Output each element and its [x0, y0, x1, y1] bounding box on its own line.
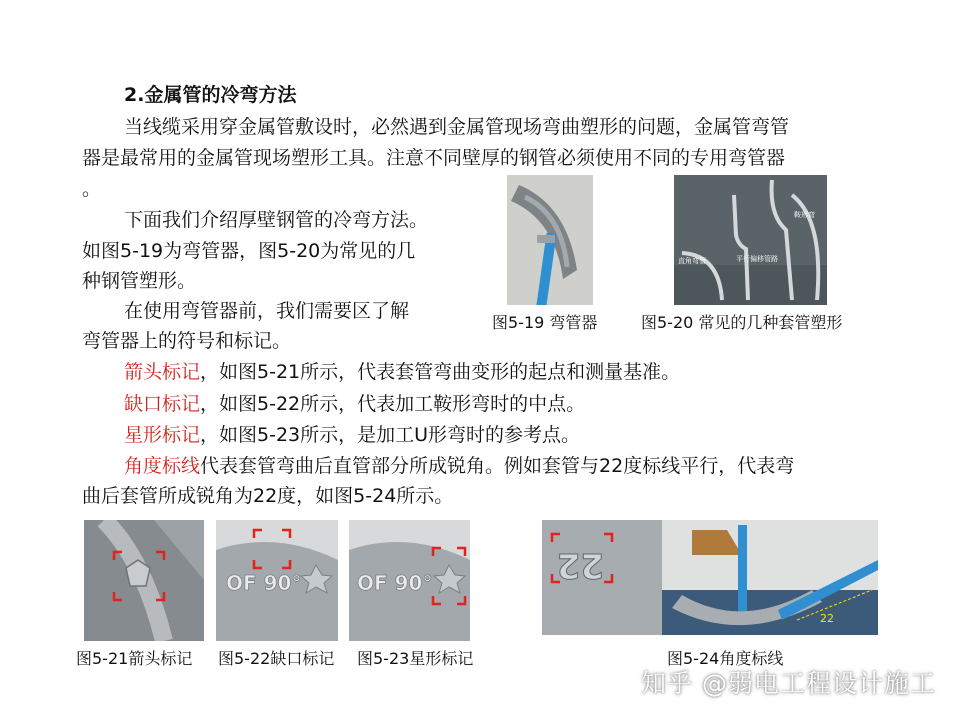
figure-5-20-caption: 图5-20 常见的几种套管塑形 — [641, 313, 843, 332]
section-title: 2.金属管的冷弯方法 — [124, 84, 297, 106]
label-offset-bend: 平行偏移管路 — [736, 255, 778, 263]
paragraph-2-line-1: 下面我们介绍厚壁钢管的冷弯方法。 — [124, 209, 429, 231]
figure-5-24-angle-mark-photo — [542, 520, 878, 635]
arrow-mark-desc: ，如图5-21所示，代表套管弯曲变形的起点和测量基准。 — [200, 361, 681, 383]
label-corner-bend: 直角弯管 — [678, 257, 706, 265]
figure-5-21-arrow-mark-photo — [84, 520, 204, 641]
arrow-mark-term: 箭头标记 — [124, 361, 201, 383]
figure-5-23-caption: 图5-23星形标记 — [357, 649, 474, 668]
figure-5-22-caption: 图5-22缺口标记 — [218, 649, 335, 668]
paragraph-3-line-1: 在使用弯管器前，我们需要区了解 — [124, 300, 410, 322]
angle-mark-line — [124, 453, 794, 479]
angle-mark-line-2: 曲后套管所成锐角为22度，如图5-24所示。 — [82, 485, 454, 507]
arrow-mark-line — [124, 359, 680, 385]
stamp-of-90: OF 90° — [226, 571, 302, 595]
zhihu-watermark: 知乎 @弱电工程设计施工 — [641, 669, 936, 698]
notch-mark-desc: ，如图5-22所示，代表加工鞍形弯时的中点。 — [200, 393, 586, 415]
paragraph-3-line-2: 弯管器上的符号和标记。 — [82, 330, 292, 352]
paragraph-1-line-3: 。 — [82, 178, 102, 200]
paragraph-1-line-2: 器是最常用的金属管现场塑形工具。注意不同壁厚的钢管必须使用不同的专用弯管器 — [82, 147, 786, 169]
label-saddle-bend: 鞍形弯 — [794, 211, 815, 219]
figure-5-23-star-mark-photo — [349, 520, 470, 641]
star-mark-line — [124, 422, 580, 448]
paragraph-2-line-3: 种钢管塑形。 — [82, 270, 197, 292]
figure-5-22-notch-mark-photo — [216, 520, 338, 641]
star-mark-desc: ，如图5-23所示，是加工U形弯时的参考点。 — [200, 424, 581, 446]
figure-5-21-caption: 图5-21箭头标记 — [76, 649, 193, 668]
figure-5-19-pipe-bender-photo — [507, 175, 593, 305]
figure-5-24-caption: 图5-24角度标线 — [667, 649, 784, 668]
star-mark-term: 星形标记 — [124, 424, 201, 446]
angle-stamp-22: 22 — [556, 545, 604, 585]
figure-5-20-pipe-shapes-photo — [674, 175, 827, 305]
angle-mark-term: 角度标线 — [124, 455, 201, 477]
paragraph-1-line-1: 当线缆采用穿金属管敷设时，必然遇到金属管现场弯曲塑形的问题，金属管弯管 — [124, 116, 790, 138]
angle-value-label: 22 — [820, 612, 834, 625]
notch-mark-term: 缺口标记 — [124, 393, 201, 415]
angle-mark-desc: 代表套管弯曲后直管部分所成锐角。例如套管与22度标线平行，代表弯 — [200, 455, 795, 477]
notch-mark-line — [124, 391, 585, 417]
paragraph-2-line-2: 如图5-19为弯管器，图5-20为常见的几 — [82, 240, 416, 262]
figure-5-19-caption: 图5-19 弯管器 — [492, 313, 598, 332]
stamp-of-90-b: OF 90° — [357, 571, 433, 595]
